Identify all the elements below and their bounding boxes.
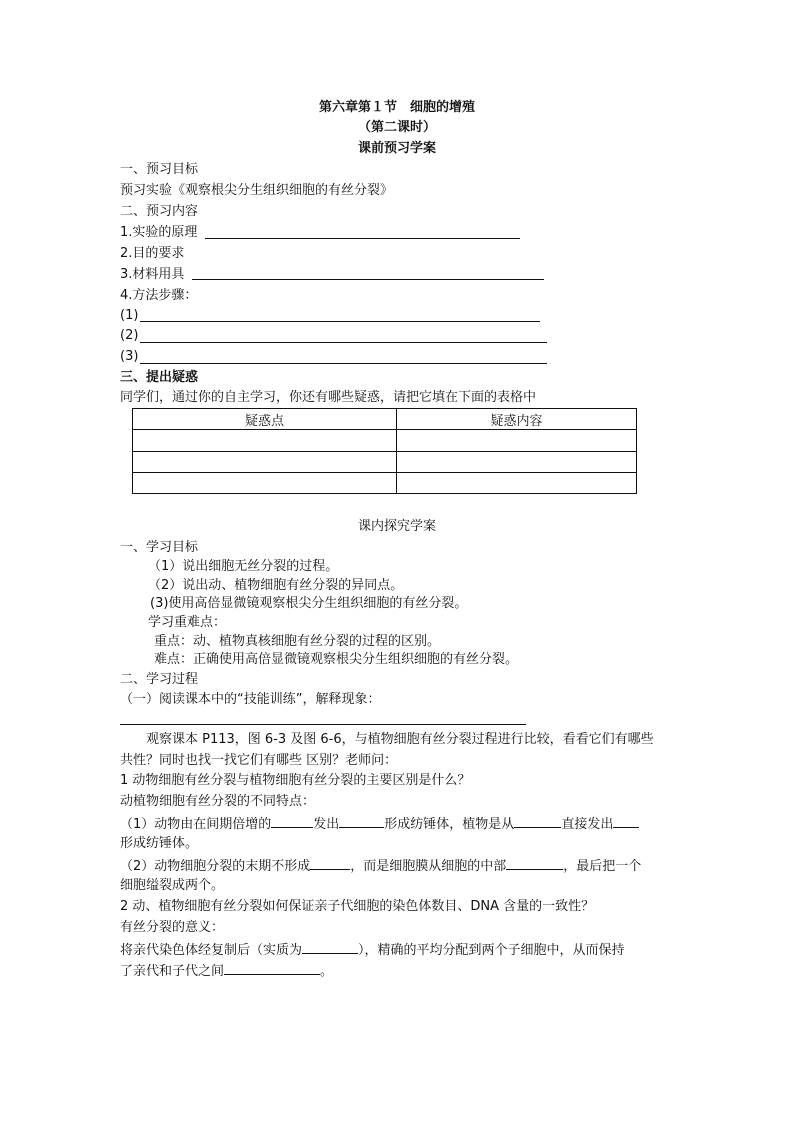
heading-questions: 三、提出疑惑 [120, 370, 199, 385]
goal-1: （1）说出细胞无丝分裂的过程。 [148, 559, 339, 574]
heading-preview-content: 二、预习内容 [120, 204, 199, 219]
table-cell[interactable] [133, 430, 397, 451]
difficult-point: 难点：正确使用高倍显微镜观察根尖分生组织细胞的有丝分裂。 [154, 652, 519, 667]
meaning-1-text-a: 将亲代染色体经复制后（实质为 [120, 943, 303, 958]
questions-table [132, 408, 637, 494]
heading-preview-goal: 一、预习目标 [120, 162, 199, 177]
fill-1-blank-d[interactable] [613, 815, 639, 828]
goal-3: (3)使用高倍显微镜观察根尖分生组织细胞的有丝分裂。 [150, 596, 468, 611]
step-2-blank[interactable] [140, 342, 547, 343]
observe-text-2: 共性？同时也找一找它们有哪些 区别？老师问： [120, 753, 398, 768]
fill-1-text-a: （1）动物由在间期倍增的 [120, 817, 272, 832]
significance-label: 有丝分裂的意义： [120, 920, 225, 935]
question-2: 2 动、植物细胞有丝分裂如何保证亲子代细胞的染色体数目、DNA 含量的一致性？ [120, 899, 595, 914]
fill-2-text-b: ，而是细胞膜从细胞的中部 [350, 859, 507, 874]
heading-learning-process: 二、学习过程 [120, 672, 199, 687]
fill-2-text-a: （2）动物细胞分裂的末期不形成 [120, 859, 311, 874]
principle-blank[interactable] [205, 238, 520, 239]
table-row [133, 430, 637, 451]
meaning-2-text-b: 。 [320, 964, 334, 979]
item-steps-label: 4.方法步骤： [120, 288, 198, 303]
step-3-label: (3) [120, 349, 139, 364]
item-materials-label: 3.材料用具 [120, 267, 185, 282]
fill-2-text-c: ，最后把一个 [563, 859, 642, 874]
meaning-1-text-b: ），精确的平均分配到两个子细胞中，从而保持 [358, 943, 625, 958]
materials-blank[interactable] [192, 279, 544, 280]
questions-intro: 同学们，通过你的自主学习，你还有哪些疑惑，请把它填在下面的表格中 [120, 390, 537, 405]
table-cell[interactable] [397, 472, 637, 493]
section-title-inclass: 课内探究学案 [357, 519, 436, 534]
table-cell[interactable] [133, 451, 397, 472]
fill-2-blank-b[interactable] [506, 857, 563, 870]
table-header-point: 疑惑点 [133, 409, 397, 430]
table-cell[interactable] [133, 472, 397, 493]
preview-goal-text: 预习实验《观察根尖分生组织细胞的有丝分裂》 [120, 183, 394, 198]
step-1-blank[interactable] [140, 321, 540, 322]
fill-line-1 [120, 815, 639, 833]
step-1-label: (1) [120, 308, 139, 323]
fill-1-blank-b[interactable] [339, 815, 384, 828]
table-cell[interactable] [397, 430, 637, 451]
fill-1-text-d: 直接发出 [561, 817, 614, 832]
table-row [133, 451, 637, 472]
page-title: 第六章第１节 细胞的增殖 [318, 100, 475, 115]
key-points-label: 学习重难点： [148, 615, 227, 630]
page-subtitle: （第二课时） [357, 120, 436, 135]
goal-2: （2）说出动、植物细胞有丝分裂的异同点。 [148, 578, 404, 593]
fill-1-text-b: 发出 [313, 817, 340, 832]
fill-1-blank-a[interactable] [271, 815, 313, 828]
meaning-2-blank[interactable] [224, 962, 320, 975]
fill-1-blank-c[interactable] [514, 815, 561, 828]
meaning-line-2 [120, 962, 333, 980]
item-principle-label: 1.实验的原理 [120, 225, 198, 240]
heading-learning-goals: 一、学习目标 [120, 540, 199, 555]
table-header-row [133, 409, 637, 430]
meaning-1-blank[interactable] [302, 941, 358, 954]
fill-line-2-cont: 细胞缢裂成两个。 [120, 878, 225, 893]
fill-line-1-cont: 形成纺锤体。 [120, 836, 199, 851]
step-2-label: (2) [120, 328, 139, 343]
process-reading: （一）阅读课本中的“技能训练”，解释现象： [120, 692, 381, 707]
step-3-blank[interactable] [140, 363, 547, 364]
fill-1-text-c: 形成纺锤体，植物是从 [384, 817, 515, 832]
question-1: 1 动物细胞有丝分裂与植物细胞有丝分裂的主要区别是什么？ [120, 773, 471, 788]
fill-2-blank-a[interactable] [310, 857, 350, 870]
table-header-content: 疑惑内容 [397, 409, 637, 430]
reading-answer-blank[interactable] [120, 724, 526, 725]
table-row [133, 472, 637, 493]
observe-text-1: 观察课本 P113，图 6-3 及图 6-6，与植物细胞有丝分裂过程进行比较，看看它们有哪些 [146, 732, 654, 747]
meaning-line-1 [120, 941, 625, 959]
item-requirements-label: 2.目的要求 [120, 246, 185, 261]
question-1-sub: 动植物细胞有丝分裂的不同特点： [120, 794, 316, 809]
key-point: 重点：动、植物真核细胞有丝分裂的过程的区别。 [154, 634, 441, 649]
meaning-2-text-a: 了亲代和子代之间 [120, 964, 225, 979]
table-cell[interactable] [397, 451, 637, 472]
fill-line-2 [120, 857, 641, 875]
section-title-preview: 课前预习学案 [357, 141, 436, 156]
